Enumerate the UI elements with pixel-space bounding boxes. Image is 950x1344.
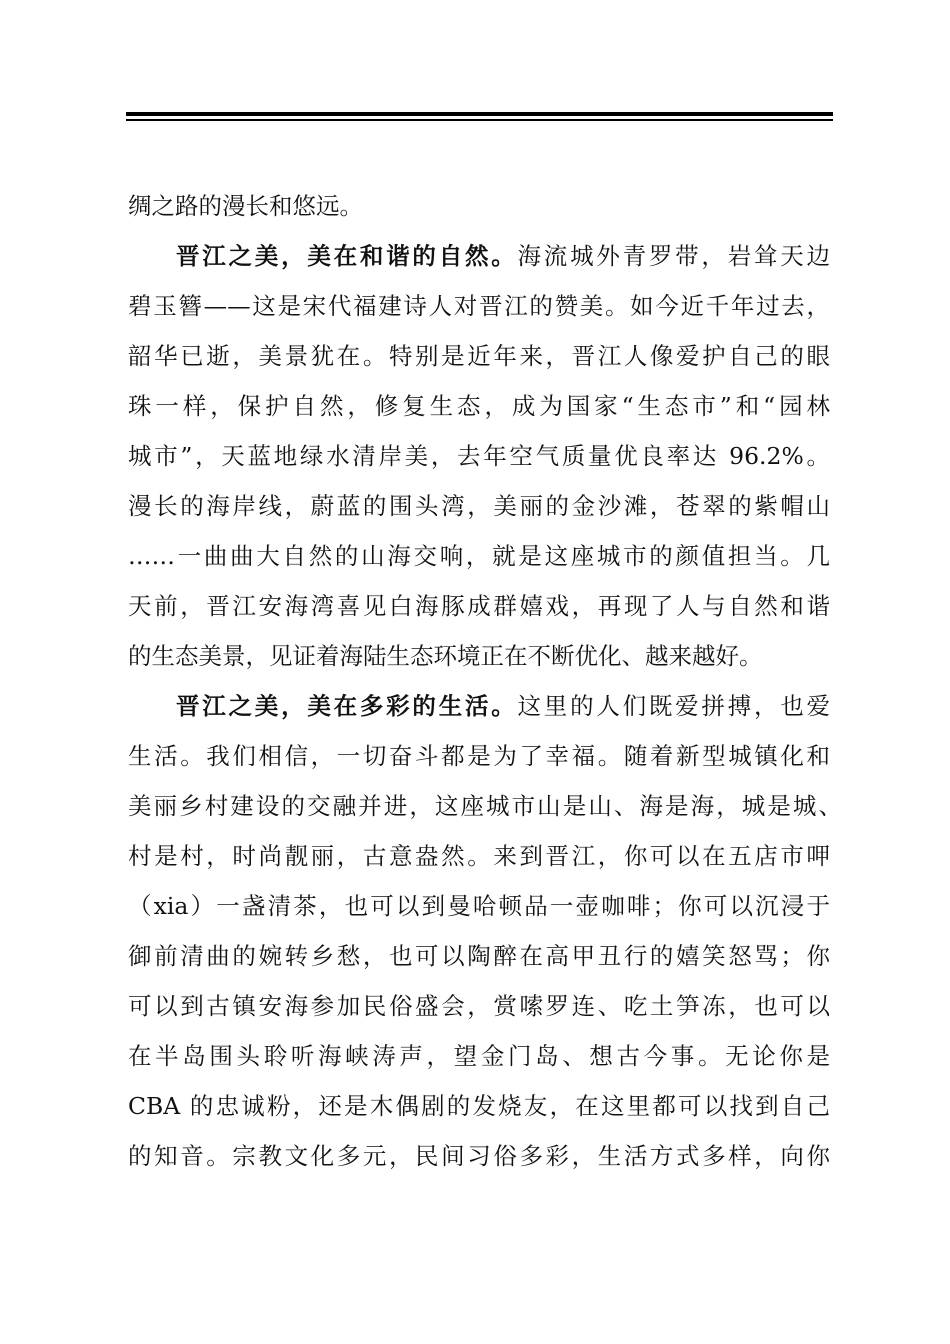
- paragraph-line: 天前，晋江安海湾喜见白海豚成群嬉戏，再现了人与自然和谐: [128, 592, 830, 620]
- paragraph-heading: 晋江之美，美在和谐的自然。: [176, 242, 518, 270]
- paragraph-line: 御前清曲的婉转乡愁，也可以陶醉在高甲丑行的嬉笑怒骂；你: [128, 942, 830, 970]
- paragraph-line: 生活。我们相信，一切奋斗都是为了幸福。随着新型城镇化和: [128, 742, 830, 770]
- paragraph-line: 美丽乡村建设的交融并进，这座城市山是山、海是海，城是城、: [128, 792, 842, 820]
- paragraph-line: ……一曲曲大自然的山海交响，就是这座城市的颜值担当。几: [128, 542, 830, 570]
- paragraph-line: 城市”，天蓝地绿水清岸美，去年空气质量优良率达 96.2%。: [128, 442, 830, 470]
- header-rule-thick: [126, 112, 833, 116]
- paragraph-line: CBA 的忠诚粉，还是木偶剧的发烧友，在这里都可以找到自己: [128, 1092, 830, 1120]
- paragraph-line: 村是村，时尚靓丽，古意盎然。来到晋江，你可以在五店市呷: [128, 842, 830, 870]
- paragraph-line: 绸之路的漫长和悠远。: [128, 192, 363, 220]
- paragraph-line: 珠一样，保护自然，修复生态，成为国家“生态市”和“园林: [128, 392, 830, 420]
- paragraph-line: 韶华已逝，美景犹在。特别是近年来，晋江人像爱护自己的眼: [128, 342, 830, 370]
- paragraph-heading: 晋江之美，美在多彩的生活。: [176, 692, 518, 720]
- header-rule-thin: [126, 119, 833, 121]
- paragraph-first-line: [128, 681, 830, 731]
- paragraph-text: 这里的人们既爱拼搏，也爱: [517, 692, 831, 720]
- paragraph-line: 的生态美景，见证着海陆生态环境正在不断优化、越来越好。: [128, 642, 763, 670]
- paragraph-text: 海流城外青罗带，岩耸天边: [517, 242, 831, 270]
- paragraph-line: 可以到古镇安海参加民俗盛会，赏嗦罗连、吃土笋冻，也可以: [128, 992, 830, 1020]
- article-body: [128, 181, 842, 1181]
- paragraph-line: 碧玉簪——这是宋代福建诗人对晋江的赞美。如今近千年过去，: [128, 292, 830, 320]
- paragraph-line: 漫长的海岸线，蔚蓝的围头湾，美丽的金沙滩，苍翠的紫帽山: [128, 492, 830, 520]
- paragraph-first-line: [128, 231, 830, 281]
- paragraph-line: 在半岛围头聆听海峡涛声，望金门岛、想古今事。无论你是: [128, 1042, 830, 1070]
- paragraph-line: 的知音。宗教文化多元，民间习俗多彩，生活方式多样，向你: [128, 1142, 830, 1170]
- paragraph-line: （xia）一盏清茶，也可以到曼哈顿品一壶咖啡；你可以沉浸于: [128, 892, 830, 920]
